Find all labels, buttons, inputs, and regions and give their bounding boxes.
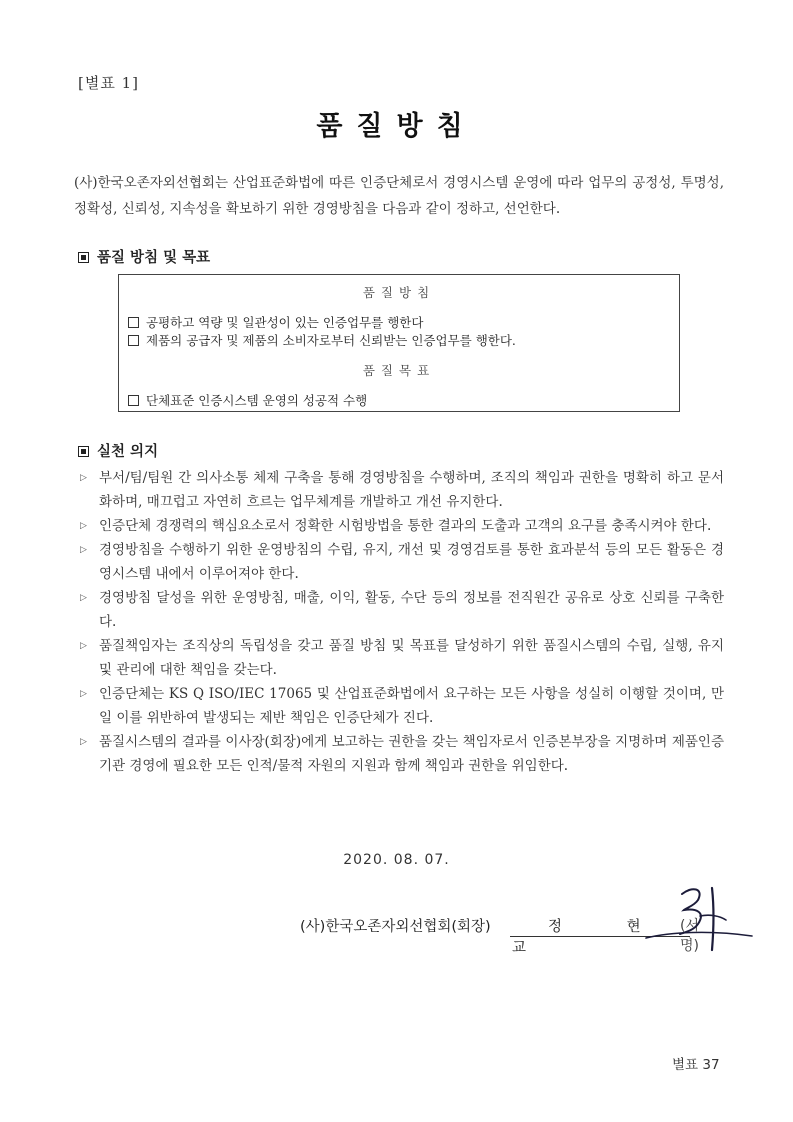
checkbox-icon bbox=[128, 395, 139, 406]
filled-square-icon bbox=[78, 252, 89, 263]
triangle-bullet-icon: ▷ bbox=[80, 473, 87, 483]
policy-item: 제품의 공급자 및 제품의 소비자로부터 신뢰받는 인증업무를 행한다. bbox=[128, 331, 516, 349]
triangle-bullet-icon: ▷ bbox=[80, 641, 87, 651]
policy-box-title: 품질방침 bbox=[362, 285, 436, 300]
checkbox-icon bbox=[128, 335, 139, 346]
list-item: ▷ 경영방침을 수행하기 위한 운영방침의 수립, 유지, 개선 및 경영검토를 통한 효과분석 등의 모든 활동은 경영시스템 내에서 이루어져야 한다. bbox=[78, 538, 724, 586]
triangle-bullet-icon: ▷ bbox=[80, 545, 87, 555]
signing-date: 2020. 08. 07. bbox=[343, 852, 450, 868]
section-heading-label: 품질 방침 및 목표 bbox=[97, 250, 211, 266]
policy-item: 공평하고 역량 및 일관성이 있는 인증업무를 행한다 bbox=[128, 313, 423, 331]
list-item: ▷ 경영방침 달성을 위한 운영방침, 매출, 이익, 활동, 수단 등의 정보를 전직원간 공유로 상호 신뢰를 구축한다. bbox=[78, 586, 724, 634]
checkbox-icon bbox=[128, 317, 139, 328]
triangle-bullet-icon: ▷ bbox=[80, 521, 87, 531]
page-number: 별표 37 bbox=[672, 1057, 720, 1073]
organization-name: (사)한국오존자외선협회(회장) bbox=[300, 919, 491, 935]
handwritten-signature bbox=[640, 880, 760, 960]
list-item: ▷ 인증단체 경쟁력의 핵심요소로서 정확한 시험방법을 통한 결과의 도출과 고객의 요구를 충족시켜야 한다. bbox=[78, 514, 724, 538]
list-item: ▷ 부서/팀/팀원 간 의사소통 체제 구축을 통해 경영방침을 수행하며, 조직의 책임과 권한을 명확히 하고 문서화하며, 매끄럽고 자연히 흐르는 업무체계를 개발하고 개선 유지한다. bbox=[78, 466, 724, 514]
list-item: ▷ 품질책임자는 조직상의 독립성을 갖고 품질 방침 및 목표를 달성하기 위한 품질시스템의 수립, 실행, 유지 및 관리에 대한 책임을 갖는다. bbox=[78, 634, 724, 682]
page-title: 품질방침 bbox=[316, 111, 477, 142]
triangle-bullet-icon: ▷ bbox=[80, 593, 87, 603]
triangle-bullet-icon: ▷ bbox=[80, 737, 87, 747]
sign-label: (서명) bbox=[680, 918, 699, 954]
goal-box-title: 품질목표 bbox=[362, 363, 436, 378]
intro-paragraph: (사)한국오존자외선협회는 산업표준화법에 따른 인증단체로서 경영시스템 운영에 따라 업무의 공정성, 투명성, 정확성, 신뢰성, 지속성을 확보하기 위한 경영방침을 다음과 같이 정하고, 선언한다. bbox=[74, 175, 724, 217]
practice-list bbox=[78, 466, 724, 778]
section-heading-label: 실천 의지 bbox=[97, 444, 159, 460]
list-item: ▷ 인증단체는 KS Q ISO/IEC 17065 및 산업표준화법에서 요구하는 모든 사항을 성실히 이행할 것이며, 만일 이를 위반하여 발생되는 제반 책임은 인증단체가 진다. bbox=[78, 682, 724, 730]
triangle-bullet-icon: ▷ bbox=[80, 689, 87, 699]
section-heading-practice bbox=[78, 440, 158, 461]
representative-name: 정 현 교 bbox=[512, 919, 671, 956]
appendix-tag: [별표 1] bbox=[78, 74, 139, 92]
goal-item: 단체표준 인증시스템 운영의 성공적 수행 bbox=[128, 391, 367, 409]
section-heading-policy bbox=[78, 246, 210, 267]
list-item: ▷ 품질시스템의 결과를 이사장(회장)에게 보고하는 권한을 갖는 책임자로서 인증본부장을 지명하며 제품인증기관 경영에 필요한 모든 인적/물적 자원의 지원과 함께 책임과 권한을 위임한다. bbox=[78, 730, 724, 778]
policy-box bbox=[118, 274, 680, 412]
filled-square-icon bbox=[78, 446, 89, 457]
